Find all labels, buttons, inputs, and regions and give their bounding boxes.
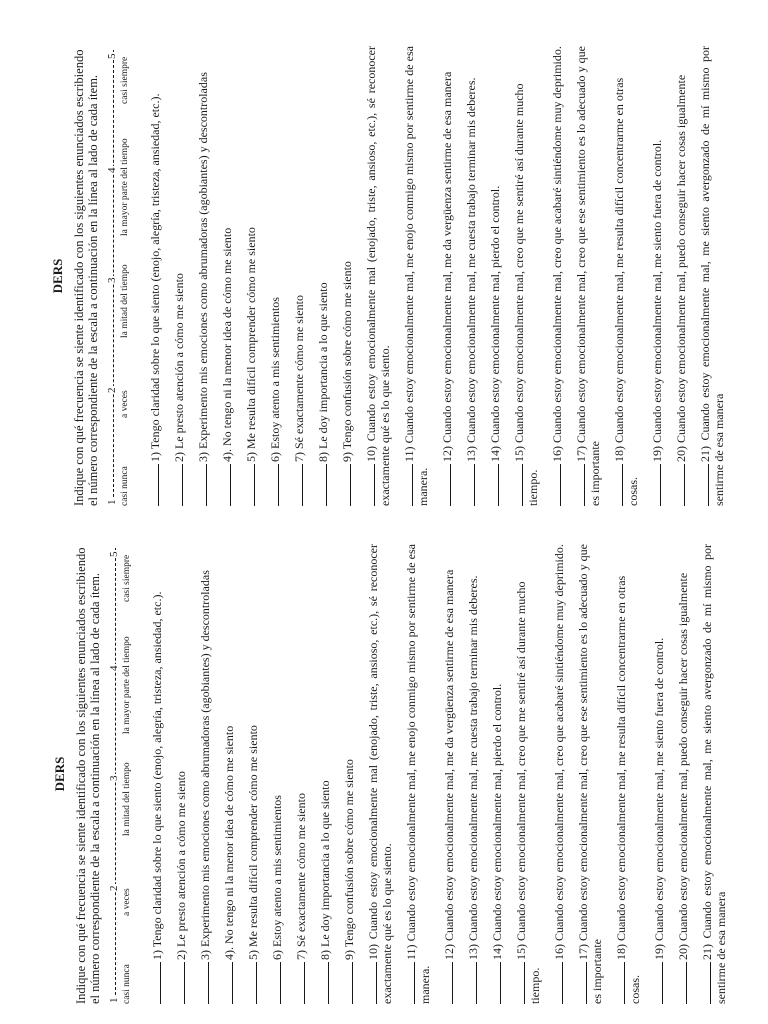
answer-blank[interactable] bbox=[440, 464, 451, 506]
item-text: 19) Cuando estoy emocionalmente mal, me siento fuera de control. bbox=[650, 139, 664, 462]
item-text: 21) Cuando estoy emocionalmente mal, me siento avergonzado de mí mismo por sentirme de esa manera bbox=[700, 544, 728, 1004]
item-text: 15) Cuando estoy emocionalmente mal, creo que me sentiré así durante mucho tiempo. bbox=[512, 83, 540, 506]
scale-point-1: 1 bbox=[106, 499, 118, 505]
item-list bbox=[150, 544, 728, 1004]
item-text: 10) Cuando estoy emocionalmente mal (enojado, triste, ansioso, etc.), sé reconocer exactamente qué es lo que siento. bbox=[364, 46, 392, 506]
list-item bbox=[220, 46, 234, 506]
list-item bbox=[174, 544, 188, 1004]
list-item bbox=[196, 46, 210, 506]
list-item bbox=[464, 46, 478, 506]
item-text: 1) Tengo claridad sobre lo que siento (enojo, alegría, tristeza, ansiedad, etc.). bbox=[148, 93, 162, 462]
answer-blank[interactable] bbox=[148, 464, 159, 506]
item-text: 7) Sé exactamente cómo me siento bbox=[294, 793, 308, 960]
answer-blank[interactable] bbox=[294, 962, 305, 1004]
answer-blank[interactable] bbox=[514, 962, 525, 1004]
scale-label-3: la mitad del tiempo bbox=[122, 762, 132, 836]
list-item bbox=[574, 46, 602, 506]
answer-blank[interactable] bbox=[576, 962, 587, 1004]
item-text: 11) Cuando estoy emocionalmente mal, me enojo conmigo mismo por sentirme de esa manera. bbox=[404, 544, 432, 1004]
answer-blank[interactable] bbox=[150, 962, 161, 1004]
answer-blank[interactable] bbox=[246, 962, 257, 1004]
scale-point-2: 2 bbox=[106, 387, 118, 393]
item-text: 6) Estoy atento a mis sentimientos bbox=[270, 795, 284, 960]
item-text: 20) Cuando estoy emocionalmente mal, puedo conseguir hacer cosas igualmente bbox=[674, 74, 688, 462]
list-item bbox=[650, 46, 664, 506]
answer-blank[interactable] bbox=[292, 464, 303, 506]
list-item bbox=[466, 544, 480, 1004]
answer-blank[interactable] bbox=[464, 464, 475, 506]
item-text: 20) Cuando estoy emocionalmente mal, puedo conseguir hacer cosas igualmente bbox=[676, 572, 690, 960]
list-item bbox=[698, 46, 726, 506]
answer-blank[interactable] bbox=[316, 464, 327, 506]
item-text: 18) Cuando estoy emocionalmente mal, me resulta difícil concentrarme en otras cosas. bbox=[614, 575, 642, 1004]
scale-label-5: casi siempre bbox=[122, 554, 132, 602]
answer-blank[interactable] bbox=[676, 962, 687, 1004]
list-item bbox=[614, 544, 642, 1004]
list-item bbox=[318, 544, 332, 1004]
form-title: DERS bbox=[52, 756, 67, 792]
answer-blank[interactable] bbox=[270, 962, 281, 1004]
scale-point-4: 4 bbox=[106, 167, 118, 173]
list-item bbox=[674, 46, 688, 506]
list-item bbox=[172, 46, 186, 506]
item-text: 10) Cuando estoy emocionalmente mal (enojado, triste, ansioso, etc.), sé reconocer exactamente qué es lo que siento. bbox=[366, 544, 394, 1004]
item-text: 17) Cuando estoy emocionalmente mal, creo que ese sentimiento es lo adecuado y que es importante bbox=[574, 46, 602, 506]
response-scale bbox=[106, 46, 136, 506]
list-item bbox=[150, 544, 164, 1004]
list-item bbox=[612, 46, 640, 506]
list-item bbox=[268, 46, 282, 506]
answer-blank[interactable] bbox=[614, 962, 625, 1004]
item-text: 3) Experimento mis emociones como abrumadoras (agobiantes) y descontroladas bbox=[196, 72, 210, 462]
answer-blank[interactable] bbox=[442, 962, 453, 1004]
list-item bbox=[340, 46, 354, 506]
scale-point-1: 1 bbox=[108, 997, 120, 1003]
item-list bbox=[148, 46, 726, 506]
answer-blank[interactable] bbox=[196, 464, 207, 506]
form-instructions: Indique con qué frecuencia se siente identificado con los siguientes enunciados escribiendo el número correspondiente de la escala a continuación en la línea al lado de cada ítem. bbox=[72, 49, 100, 506]
list-item bbox=[676, 544, 690, 1004]
list-item bbox=[700, 544, 728, 1004]
answer-blank[interactable] bbox=[198, 962, 209, 1004]
list-item bbox=[364, 46, 392, 506]
answer-blank[interactable] bbox=[174, 962, 185, 1004]
item-text: 18) Cuando estoy emocionalmente mal, me resulta difícil concentrarme en otras cosas. bbox=[612, 77, 640, 506]
item-text: 13) Cuando estoy emocionalmente mal, me cuesta trabajo terminar mis deberes. bbox=[464, 77, 478, 462]
answer-blank[interactable] bbox=[550, 464, 561, 506]
answer-blank[interactable] bbox=[466, 962, 477, 1004]
list-item bbox=[652, 544, 666, 1004]
answer-blank[interactable] bbox=[652, 962, 663, 1004]
list-item bbox=[488, 46, 502, 506]
answer-blank[interactable] bbox=[318, 962, 329, 1004]
item-text: 12) Cuando estoy emocionalmente mal, me da vergüenza sentirme de esa manera bbox=[442, 569, 456, 960]
item-text: 15) Cuando estoy emocionalmente mal, creo que me sentiré así durante mucho tiempo. bbox=[514, 581, 542, 1004]
list-item bbox=[404, 544, 432, 1004]
item-text: 12) Cuando estoy emocionalmente mal, me da vergüenza sentirme de esa manera bbox=[440, 71, 454, 462]
answer-blank[interactable] bbox=[404, 962, 415, 1004]
list-item bbox=[292, 46, 306, 506]
answer-blank[interactable] bbox=[364, 464, 375, 506]
item-text: 16) Cuando estoy emocionalmente mal, creo que acabaré sintiéndome muy deprimido. bbox=[552, 544, 566, 960]
list-item bbox=[402, 46, 430, 506]
item-text: 7) Sé exactamente cómo me siento bbox=[292, 295, 306, 462]
list-item bbox=[366, 544, 394, 1004]
list-item bbox=[550, 46, 564, 506]
answer-blank[interactable] bbox=[700, 962, 711, 1004]
item-text: 5) Me resulta difícil comprender cómo me siento bbox=[244, 227, 258, 462]
item-text: 11) Cuando estoy emocionalmente mal, me enojo conmigo mismo por sentirme de esa manera. bbox=[402, 46, 430, 506]
item-text: 16) Cuando estoy emocionalmente mal, creo que acabaré sintiéndome muy deprimido. bbox=[550, 46, 564, 462]
item-text: 14) Cuando estoy emocionalmente mal, pierdo el control. bbox=[490, 683, 504, 960]
item-text: 14) Cuando estoy emocionalmente mal, pierdo el control. bbox=[488, 185, 502, 462]
item-text: 2) Le presto atención a cómo me siento bbox=[172, 273, 186, 462]
list-item bbox=[246, 544, 260, 1004]
answer-blank[interactable] bbox=[698, 464, 709, 506]
scale-label-1: casi nunca bbox=[120, 466, 130, 506]
item-text: 8) Le doy importancia a lo que siento bbox=[318, 780, 332, 960]
answer-blank[interactable] bbox=[268, 464, 279, 506]
item-text: 5) Me resulta difícil comprender cómo me siento bbox=[246, 725, 260, 960]
form-title: DERS bbox=[50, 258, 65, 294]
answer-blank[interactable] bbox=[612, 464, 623, 506]
item-text: 6) Estoy atento a mis sentimientos bbox=[268, 297, 282, 462]
scale-point-5: 5 bbox=[106, 53, 118, 59]
item-text: 3) Experimento mis emociones como abrumadoras (agobiantes) y descontroladas bbox=[198, 570, 212, 960]
answer-blank[interactable] bbox=[402, 464, 413, 506]
answer-blank[interactable] bbox=[552, 962, 563, 1004]
scale-label-4: la mayor parte del tiempo bbox=[122, 636, 132, 734]
item-text: 19) Cuando estoy emocionalmente mal, me siento fuera de control. bbox=[652, 637, 666, 960]
scale-point-5: 5 bbox=[108, 551, 120, 557]
questionnaire-copy-top bbox=[50, 46, 736, 506]
answer-blank[interactable] bbox=[244, 464, 255, 506]
scale-point-3: 3 bbox=[108, 775, 120, 781]
scale-label-5: casi siempre bbox=[120, 56, 130, 104]
list-item bbox=[490, 544, 504, 1004]
item-text: 9) Tengo confusión sobre cómo me siento bbox=[342, 759, 356, 960]
list-item bbox=[512, 46, 540, 506]
list-item bbox=[244, 46, 258, 506]
form-instructions: Indique con qué frecuencia se siente identificado con los siguientes enunciados escribiendo el número correspondiente de la escala a continuación en la línea al lado de cada ítem. bbox=[74, 547, 102, 1004]
answer-blank[interactable] bbox=[220, 464, 231, 506]
answer-blank[interactable] bbox=[674, 464, 685, 506]
scale-label-4: la mayor parte del tiempo bbox=[120, 138, 130, 236]
answer-blank[interactable] bbox=[574, 464, 585, 506]
scale-label-2: a veces bbox=[122, 888, 132, 916]
scale-point-3: 3 bbox=[106, 277, 118, 283]
scale-label-1: casi nunca bbox=[122, 964, 132, 1004]
list-item bbox=[552, 544, 566, 1004]
list-item bbox=[294, 544, 308, 1004]
item-text: 1) Tengo claridad sobre lo que siento (enojo, alegría, tristeza, ansiedad, etc.). bbox=[150, 591, 164, 960]
answer-blank[interactable] bbox=[172, 464, 183, 506]
item-text: 17) Cuando estoy emocionalmente mal, creo que ese sentimiento es lo adecuado y que es importante bbox=[576, 544, 604, 1004]
list-item bbox=[222, 544, 236, 1004]
answer-blank[interactable] bbox=[222, 962, 233, 1004]
item-text: 4). No tengo ni la menor idea de cómo me siento bbox=[220, 227, 234, 462]
scale-label-3: la mitad del tiempo bbox=[120, 264, 130, 338]
list-item bbox=[198, 544, 212, 1004]
answer-blank[interactable] bbox=[650, 464, 661, 506]
list-item bbox=[442, 544, 456, 1004]
answer-blank[interactable] bbox=[366, 962, 377, 1004]
list-item bbox=[316, 46, 330, 506]
answer-blank[interactable] bbox=[490, 962, 501, 1004]
list-item bbox=[342, 544, 356, 1004]
list-item bbox=[514, 544, 542, 1004]
scale-label-2: a veces bbox=[120, 390, 130, 418]
item-text: 9) Tengo confusión sobre cómo me siento bbox=[340, 261, 354, 462]
list-item bbox=[148, 46, 162, 506]
list-item bbox=[576, 544, 604, 1004]
answer-blank[interactable] bbox=[488, 464, 499, 506]
scale-point-4: 4 bbox=[108, 665, 120, 671]
item-text: 2) Le presto atención a cómo me siento bbox=[174, 771, 188, 960]
item-text: 21) Cuando estoy emocionalmente mal, me siento avergonzado de mí mismo por sentirme de esa manera bbox=[698, 46, 726, 506]
item-text: 8) Le doy importancia a lo que siento bbox=[316, 282, 330, 462]
scale-point-2: 2 bbox=[108, 885, 120, 891]
answer-blank[interactable] bbox=[340, 464, 351, 506]
answer-blank[interactable] bbox=[342, 962, 353, 1004]
list-item bbox=[270, 544, 284, 1004]
item-text: 4). No tengo ni la menor idea de cómo me siento bbox=[222, 725, 236, 960]
answer-blank[interactable] bbox=[512, 464, 523, 506]
item-text: 13) Cuando estoy emocionalmente mal, me cuesta trabajo terminar mis deberes. bbox=[466, 575, 480, 960]
questionnaire-copy-bottom bbox=[52, 544, 738, 1004]
list-item bbox=[440, 46, 454, 506]
response-scale bbox=[108, 544, 138, 1004]
